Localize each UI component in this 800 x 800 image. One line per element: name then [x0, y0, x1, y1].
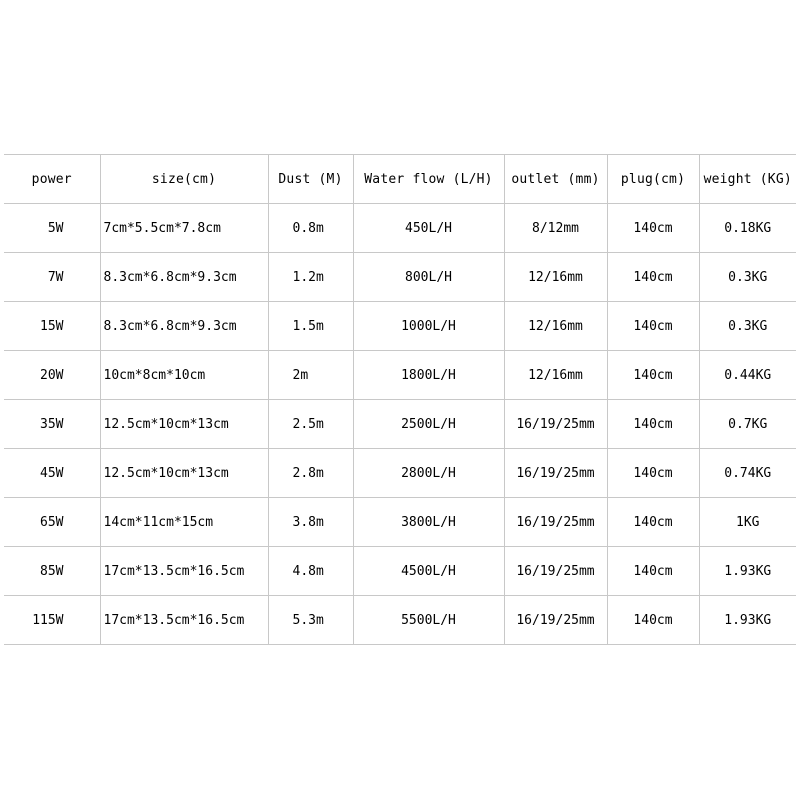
cell-water-flow: 3800L/H [353, 498, 504, 547]
cell-outlet: 12/16mm [504, 351, 607, 400]
table-row [4, 547, 796, 596]
table-row [4, 498, 796, 547]
cell-dust: 0.8m [268, 204, 353, 253]
cell-weight: 0.18KG [699, 204, 796, 253]
cell-outlet: 16/19/25mm [504, 596, 607, 645]
cell-size: 8.3cm*6.8cm*9.3cm [100, 302, 268, 351]
cell-plug: 140cm [607, 302, 699, 351]
cell-dust: 2.8m [268, 449, 353, 498]
cell-weight: 1.93KG [699, 547, 796, 596]
table-row [4, 351, 796, 400]
cell-plug: 140cm [607, 449, 699, 498]
cell-dust: 5.3m [268, 596, 353, 645]
header-plug: plug(cm) [607, 155, 699, 204]
cell-water-flow: 2800L/H [353, 449, 504, 498]
cell-water-flow: 1800L/H [353, 351, 504, 400]
cell-power: 85W [4, 547, 100, 596]
cell-outlet: 16/19/25mm [504, 400, 607, 449]
cell-size: 12.5cm*10cm*13cm [100, 449, 268, 498]
cell-plug: 140cm [607, 498, 699, 547]
cell-power: 7W [4, 253, 100, 302]
cell-size: 8.3cm*6.8cm*9.3cm [100, 253, 268, 302]
cell-water-flow: 2500L/H [353, 400, 504, 449]
cell-size: 14cm*11cm*15cm [100, 498, 268, 547]
cell-water-flow: 450L/H [353, 204, 504, 253]
cell-weight: 0.3KG [699, 302, 796, 351]
header-dust: Dust (M) [268, 155, 353, 204]
header-water-flow: Water flow (L/H) [353, 155, 504, 204]
cell-dust: 3.8m [268, 498, 353, 547]
cell-size: 17cm*13.5cm*16.5cm [100, 547, 268, 596]
header-row [4, 155, 796, 204]
table-row [4, 302, 796, 351]
cell-weight: 0.7KG [699, 400, 796, 449]
cell-size: 10cm*8cm*10cm [100, 351, 268, 400]
cell-plug: 140cm [607, 596, 699, 645]
cell-water-flow: 5500L/H [353, 596, 504, 645]
cell-dust: 2.5m [268, 400, 353, 449]
spec-table [4, 154, 796, 645]
cell-outlet: 12/16mm [504, 253, 607, 302]
cell-power: 15W [4, 302, 100, 351]
cell-weight: 1.93KG [699, 596, 796, 645]
header-weight: weight (KG) [699, 155, 796, 204]
cell-power: 65W [4, 498, 100, 547]
cell-dust: 1.2m [268, 253, 353, 302]
cell-outlet: 16/19/25mm [504, 498, 607, 547]
cell-water-flow: 800L/H [353, 253, 504, 302]
cell-size: 7cm*5.5cm*7.8cm [100, 204, 268, 253]
cell-water-flow: 4500L/H [353, 547, 504, 596]
cell-power: 5W [4, 204, 100, 253]
cell-outlet: 8/12mm [504, 204, 607, 253]
cell-weight: 0.74KG [699, 449, 796, 498]
table-row [4, 253, 796, 302]
cell-plug: 140cm [607, 204, 699, 253]
header-power: power [4, 155, 100, 204]
cell-dust: 2m [268, 351, 353, 400]
cell-size: 17cm*13.5cm*16.5cm [100, 596, 268, 645]
cell-weight: 1KG [699, 498, 796, 547]
table-row [4, 449, 796, 498]
table-row [4, 596, 796, 645]
header-outlet: outlet (mm) [504, 155, 607, 204]
table-row [4, 204, 796, 253]
cell-outlet: 12/16mm [504, 302, 607, 351]
cell-power: 20W [4, 351, 100, 400]
table-body [4, 204, 796, 645]
cell-power: 45W [4, 449, 100, 498]
header-size: size(cm) [100, 155, 268, 204]
cell-plug: 140cm [607, 547, 699, 596]
cell-plug: 140cm [607, 400, 699, 449]
cell-dust: 1.5m [268, 302, 353, 351]
cell-weight: 0.3KG [699, 253, 796, 302]
cell-power: 115W [4, 596, 100, 645]
cell-outlet: 16/19/25mm [504, 547, 607, 596]
cell-dust: 4.8m [268, 547, 353, 596]
cell-weight: 0.44KG [699, 351, 796, 400]
cell-size: 12.5cm*10cm*13cm [100, 400, 268, 449]
cell-outlet: 16/19/25mm [504, 449, 607, 498]
cell-power: 35W [4, 400, 100, 449]
table-row [4, 400, 796, 449]
cell-plug: 140cm [607, 253, 699, 302]
cell-plug: 140cm [607, 351, 699, 400]
cell-water-flow: 1000L/H [353, 302, 504, 351]
